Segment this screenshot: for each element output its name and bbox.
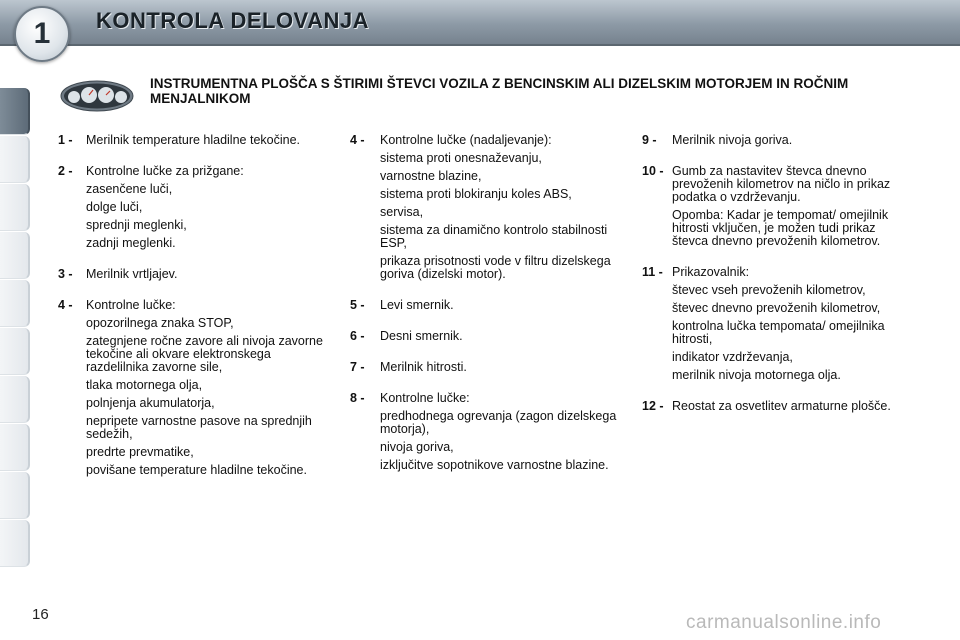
item-body xyxy=(86,134,328,147)
item-line: Kontrolne lučke za prižgane: xyxy=(86,164,244,178)
item-line: sistema proti onesnaževanju, xyxy=(380,151,542,165)
item-line: prikaza prisotnosti vode v filtru dizelskega goriva (dizelski motor). xyxy=(380,254,611,281)
chapter-tab-strip xyxy=(0,60,30,580)
item-number: 1 - xyxy=(58,133,73,147)
section-title: INSTRUMENTNA PLOŠČA S ŠTIRIMI ŠTEVCI VOZILA Z BENCINSKIM ALI DIZELSKIM MOTORJEM IN ROČNIM MENJALNIKOM xyxy=(150,76,849,106)
item-number: 10 - xyxy=(642,164,664,178)
item-line: servisa, xyxy=(380,205,424,219)
chapter-tab[interactable] xyxy=(0,328,30,375)
item-body xyxy=(380,134,620,281)
item-line: predhodnega ogrevanja (zagon dizelskega motorja), xyxy=(380,409,617,436)
item-line: števec vseh prevoženih kilometrov, xyxy=(672,283,866,297)
item-body xyxy=(380,392,620,472)
item-number: 6 - xyxy=(350,329,365,343)
list-item xyxy=(58,268,328,281)
item-number: 8 - xyxy=(350,391,365,405)
item-number: 2 - xyxy=(58,164,73,178)
list-item xyxy=(642,400,912,413)
column-3 xyxy=(642,134,912,431)
chapter-tab[interactable] xyxy=(0,520,30,567)
item-line: sistema proti blokiranju koles ABS, xyxy=(380,187,572,201)
item-line: merilnik nivoja motornega olja. xyxy=(672,368,841,382)
item-line: zasenčene luči, xyxy=(86,182,173,196)
list-item xyxy=(642,266,912,382)
item-line: Kontrolne lučke: xyxy=(380,391,470,405)
item-number: 3 - xyxy=(58,267,73,281)
item-line: Desni smernik. xyxy=(380,329,463,343)
item-line: Levi smernik. xyxy=(380,298,454,312)
item-line: nepripete varnostne pasove na sprednjih sedežih, xyxy=(86,414,312,441)
item-line: Reostat za osvetlitev armaturne plošče. xyxy=(672,399,891,413)
item-line: povišane temperature hladilne tekočine. xyxy=(86,463,307,477)
list-item xyxy=(58,165,328,250)
item-body xyxy=(380,361,620,374)
item-line: Kontrolne lučke: xyxy=(86,298,176,312)
item-line: števec dnevno prevoženih kilometrov, xyxy=(672,301,881,315)
list-item xyxy=(350,299,620,312)
item-line: indikator vzdrževanja, xyxy=(672,350,793,364)
item-body xyxy=(380,299,620,312)
column-2 xyxy=(350,134,620,490)
list-item xyxy=(350,330,620,343)
item-line: Opomba: Kadar je tempomat/ omejilnik hitrosti vključen, je možen tudi prikaz števca dnevno prevoženih kilometrov. xyxy=(672,208,889,248)
chapter-tab-active[interactable] xyxy=(0,88,30,135)
list-item xyxy=(642,165,912,248)
chapter-tab[interactable] xyxy=(0,376,30,423)
list-item xyxy=(350,392,620,472)
item-line: polnjenja akumulatorja, xyxy=(86,396,215,410)
item-line: Merilnik temperature hladilne tekočine. xyxy=(86,133,300,147)
item-body xyxy=(86,165,328,250)
item-body xyxy=(672,400,912,413)
item-line: varnostne blazine, xyxy=(380,169,482,183)
column-1 xyxy=(58,134,328,495)
chapter-tab[interactable] xyxy=(0,280,30,327)
item-number: 5 - xyxy=(350,298,365,312)
item-line: Kontrolne lučke (nadaljevanje): xyxy=(380,133,552,147)
item-body xyxy=(672,165,912,248)
item-line: opozorilnega znaka STOP, xyxy=(86,316,234,330)
watermark: carmanualsonline.info xyxy=(686,612,882,633)
item-body xyxy=(380,330,620,343)
list-item xyxy=(350,134,620,281)
item-body xyxy=(86,299,328,477)
item-number: 9 - xyxy=(642,133,657,147)
item-number: 7 - xyxy=(350,360,365,374)
item-line: Merilnik hitrosti. xyxy=(380,360,467,374)
item-line: predrte prevmatike, xyxy=(86,445,194,459)
list-item xyxy=(642,134,912,147)
chapter-title: KONTROLA DELOVANJA xyxy=(96,8,369,33)
chapter-tab[interactable] xyxy=(0,184,30,231)
item-line: Gumb za nastavitev števca dnevno prevoženih kilometrov na ničlo in prikaz podatka o vzdrževanju. xyxy=(672,164,891,204)
item-line: kontrolna lučka tempomata/ omejilnika hitrosti, xyxy=(672,319,885,346)
item-line: izključitve sopotnikove varnostne blazine. xyxy=(380,458,609,472)
item-number: 12 - xyxy=(642,399,664,413)
item-body xyxy=(672,266,912,382)
item-line: zategnjene ročne zavore ali nivoja zavorne tekočine ali okvare elektronskega razdelilnika zavorne sile, xyxy=(86,334,323,374)
page-number: 16 xyxy=(32,606,49,623)
chapter-number-badge xyxy=(14,6,70,62)
item-line: Merilnik vrtljajev. xyxy=(86,267,178,281)
item-line: sprednji meglenki, xyxy=(86,218,187,232)
chapter-tab[interactable] xyxy=(0,472,30,519)
item-line: Prikazovalnik: xyxy=(672,265,750,279)
chapter-tab[interactable] xyxy=(0,424,30,471)
item-line: zadnji meglenki. xyxy=(86,236,176,250)
item-body xyxy=(672,134,912,147)
item-line: sistema za dinamično kontrolo stabilnosti ESP, xyxy=(380,223,608,250)
item-line: Merilnik nivoja goriva. xyxy=(672,133,793,147)
item-line: tlaka motornega olja, xyxy=(86,378,203,392)
chapter-tab[interactable] xyxy=(0,232,30,279)
list-item xyxy=(58,134,328,147)
list-item xyxy=(58,299,328,477)
item-number: 4 - xyxy=(58,298,73,312)
item-number: 4 - xyxy=(350,133,365,147)
list-item xyxy=(350,361,620,374)
item-line: dolge luči, xyxy=(86,200,143,214)
item-body xyxy=(86,268,328,281)
item-number: 11 - xyxy=(642,265,663,279)
instrument-panel-icon xyxy=(60,80,134,112)
chapter-tab[interactable] xyxy=(0,136,30,183)
chapter-number: 1 xyxy=(33,17,51,50)
item-line: nivoja goriva, xyxy=(380,440,454,454)
